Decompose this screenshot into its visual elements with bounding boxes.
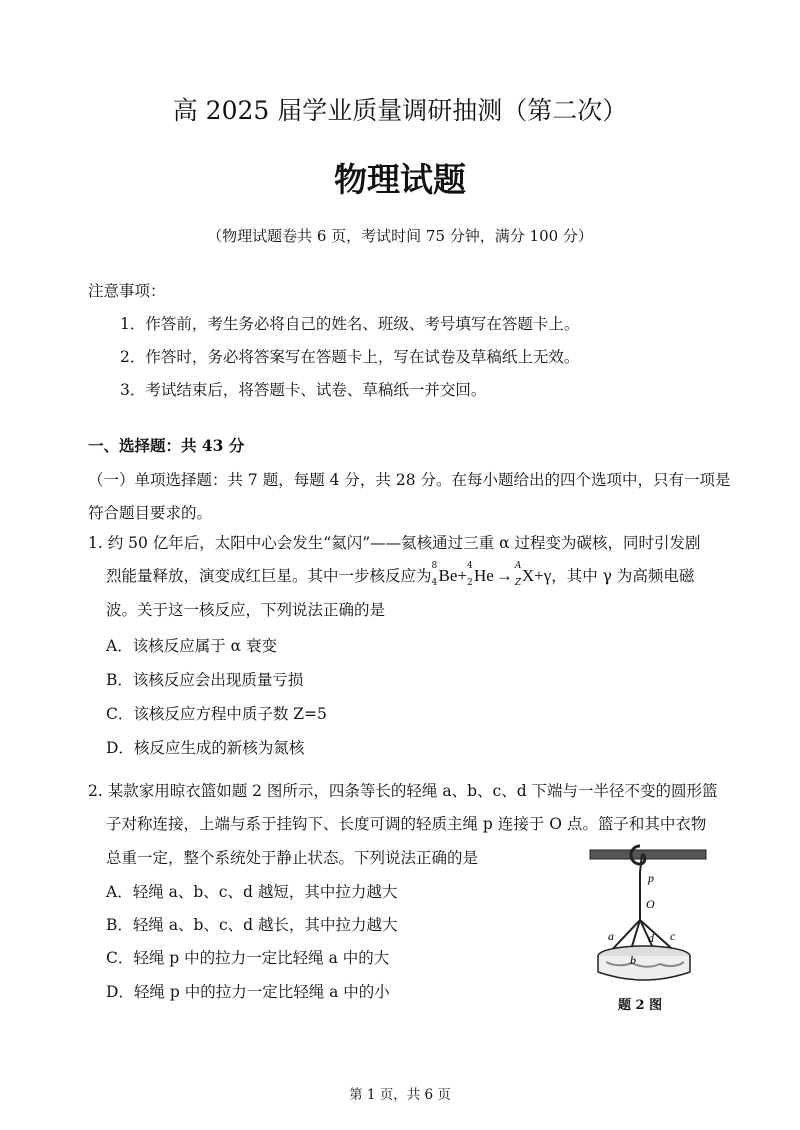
section-heading: 一、选择题：共 43 分 xyxy=(88,436,245,455)
q1-stem-line1: 1. 约 50 亿年后，太阳中心会发生“氦闪”——氦核通过三重 α 过程变为碳核，同时引发剧 xyxy=(88,534,701,552)
label-O: O xyxy=(646,897,655,911)
q1-stem-line2 xyxy=(106,561,695,588)
laundry-basket-figure xyxy=(588,842,708,1017)
q2-option-c: C．轻绳 p 中的拉力一定比轻绳 a 中的大 xyxy=(106,949,390,967)
be-symbol: Be xyxy=(438,566,458,585)
exam-info: （物理试题卷共 6 页，考试时间 75 分钟，满分 100 分） xyxy=(207,227,593,245)
subsection-heading-line2: 符合题目要求的。 xyxy=(88,504,213,522)
hanging-bar xyxy=(590,850,706,859)
x-atomic-number: Z xyxy=(514,578,522,588)
subsection-heading-line1: （一）单项选择题：共 7 题，每题 4 分，共 28 分。在每小题给出的四个选项中，只有一项是 xyxy=(88,471,731,489)
he-mass-number: 4 xyxy=(467,561,473,571)
q2-stem-line2: 子对称连接，上端与系于挂钩下、长度可调的轻质主绳 p 连接于 O 点。篮子和其中衣物 xyxy=(106,815,707,833)
q1-stem-line3: 波。关于这一核反应，下列说法正确的是 xyxy=(106,601,386,619)
notice-item: 1．作答前，考生务必将自己的姓名、班级、考号填写在答题卡上。 xyxy=(120,315,580,333)
figure-caption: 题 2 图 xyxy=(618,998,663,1013)
gamma-term: +γ xyxy=(534,566,552,585)
label-d: d xyxy=(648,931,654,945)
x-mass-number: A xyxy=(514,561,522,571)
subject-title: 物理试题 xyxy=(334,160,466,199)
q2-option-d: D．轻绳 p 中的拉力一定比轻绳 a 中的小 xyxy=(106,983,390,1001)
be-atomic-number: 4 xyxy=(431,578,438,588)
x-symbol: X xyxy=(521,566,535,585)
page-footer: 第 1 页，共 6 页 xyxy=(349,1087,451,1103)
notice-heading: 注意事项： xyxy=(88,282,166,300)
label-c: c xyxy=(670,929,676,943)
notice-item: 2．作答时，务必将答案写在答题卡上，写在试卷及草稿纸上无效。 xyxy=(120,348,580,366)
label-a: a xyxy=(608,929,614,943)
nuclide-x xyxy=(514,561,535,588)
q2-stem-line3: 总重一定，整个系统处于静止状态。下列说法正确的是 xyxy=(106,849,479,867)
notice-item: 3．考试结束后，将答题卡、试卷、草稿纸一并交回。 xyxy=(120,381,487,399)
q1-option-b: B．该核反应会出现质量亏损 xyxy=(106,671,304,689)
nuclide-he xyxy=(467,561,494,588)
q1-option-c: C．该核反应方程中质子数 Z=5 xyxy=(106,705,327,723)
reaction-arrow: → xyxy=(495,566,513,585)
he-symbol: He xyxy=(474,566,494,585)
exam-title: 高 2025 届学业质量调研抽测（第二次） xyxy=(172,96,628,125)
plus-sign: + xyxy=(457,566,467,585)
label-b: b xyxy=(630,953,636,967)
q2-option-a: A．轻绳 a、b、c、d 越短，其中拉力越大 xyxy=(106,883,398,901)
q1-stem-line2-text: 烈能量释放，演变成红巨星。其中一步核反应为 xyxy=(106,567,432,585)
q1-option-d: D．核反应生成的新核为氮核 xyxy=(106,739,305,757)
q2-option-b: B．轻绳 a、b、c、d 越长，其中拉力越大 xyxy=(106,916,398,934)
he-atomic-number: 2 xyxy=(467,578,473,588)
q1-option-a: A．该核反应属于 α 衰变 xyxy=(106,637,278,655)
nuclide-be xyxy=(431,561,458,588)
q1-stem-line2-after: ，其中 γ 为高频电磁 xyxy=(551,567,695,585)
be-mass-number: 8 xyxy=(431,561,438,571)
label-p: p xyxy=(648,871,654,885)
basket-body xyxy=(598,956,690,980)
q2-stem-line1: 2. 某款家用晾衣篮如题 2 图所示，四条等长的轻绳 a、b、c、d 下端与一半径不变的圆形篮 xyxy=(88,782,718,800)
